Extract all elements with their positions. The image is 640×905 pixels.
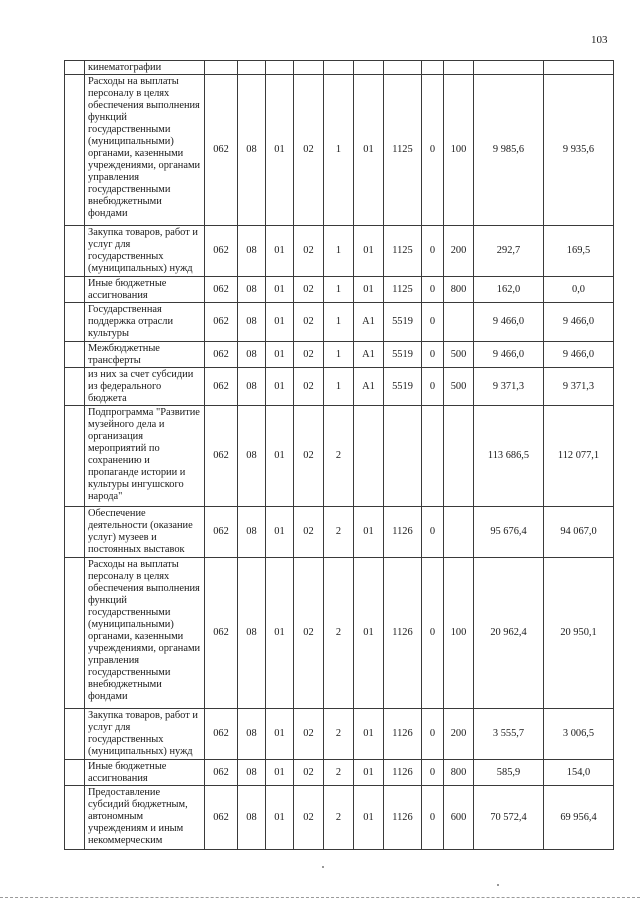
- direction-code: [384, 406, 422, 507]
- subsection-code: 01: [266, 709, 294, 760]
- item-name: Закупка товаров, работ и услуг для государственных (муниципальных) нужд: [85, 226, 205, 277]
- index-cell: [65, 709, 85, 760]
- section-code: 08: [238, 75, 266, 226]
- sub-code: 0: [422, 226, 444, 277]
- index-cell: [65, 342, 85, 368]
- item-name: Межбюджетные трансферты: [85, 342, 205, 368]
- table-row: [65, 786, 614, 850]
- sub-code: [422, 61, 444, 75]
- amount-year-2: 20 950,1: [544, 558, 614, 709]
- direction-code: 1125: [384, 277, 422, 303]
- amount-year-1: 9 466,0: [474, 342, 544, 368]
- ministry-code: 062: [205, 558, 238, 709]
- amount-year-1: 70 572,4: [474, 786, 544, 850]
- page-number: 103: [591, 34, 608, 46]
- subsection-code: 01: [266, 226, 294, 277]
- subsection-code: 01: [266, 75, 294, 226]
- direction-code: 1126: [384, 760, 422, 786]
- item-name: Обеспечение деятельности (оказание услуг) музеев и постоянных выставок: [85, 507, 205, 558]
- index-cell: [65, 368, 85, 406]
- item-name: Закупка товаров, работ и услуг для государственных (муниципальных) нужд: [85, 709, 205, 760]
- amount-year-2: 0,0: [544, 277, 614, 303]
- ministry-code: 062: [205, 709, 238, 760]
- section-code: 08: [238, 368, 266, 406]
- subprogram-code: 2: [324, 760, 354, 786]
- index-cell: [65, 786, 85, 850]
- sub-code: 0: [422, 709, 444, 760]
- subprogram-code: [324, 61, 354, 75]
- scan-speck: [497, 884, 499, 886]
- amount-year-1: 95 676,4: [474, 507, 544, 558]
- amount-year-1: 20 962,4: [474, 558, 544, 709]
- sub-code: 0: [422, 303, 444, 342]
- amount-year-2: 9 371,3: [544, 368, 614, 406]
- amount-year-2: 3 006,5: [544, 709, 614, 760]
- event-code: A1: [354, 303, 384, 342]
- subprogram-code: 1: [324, 75, 354, 226]
- event-code: 01: [354, 226, 384, 277]
- direction-code: 1126: [384, 507, 422, 558]
- direction-code: [384, 61, 422, 75]
- subprogram-code: 1: [324, 277, 354, 303]
- subprogram-code: 2: [324, 786, 354, 850]
- subsection-code: 01: [266, 507, 294, 558]
- ministry-code: 062: [205, 226, 238, 277]
- program-code: 02: [294, 406, 324, 507]
- subsection-code: 01: [266, 558, 294, 709]
- section-code: 08: [238, 709, 266, 760]
- ministry-code: 062: [205, 760, 238, 786]
- section-code: 08: [238, 760, 266, 786]
- index-cell: [65, 760, 85, 786]
- index-cell: [65, 303, 85, 342]
- subprogram-code: 1: [324, 368, 354, 406]
- subsection-code: 01: [266, 342, 294, 368]
- expense-type-code: 800: [444, 760, 474, 786]
- index-cell: [65, 406, 85, 507]
- table-row: [65, 61, 614, 75]
- ministry-code: 062: [205, 786, 238, 850]
- ministry-code: 062: [205, 368, 238, 406]
- subprogram-code: 2: [324, 406, 354, 507]
- scan-edge-line: [0, 897, 640, 898]
- direction-code: 1125: [384, 75, 422, 226]
- section-code: 08: [238, 226, 266, 277]
- direction-code: 1125: [384, 226, 422, 277]
- scan-speck: [322, 866, 324, 868]
- ministry-code: 062: [205, 507, 238, 558]
- expense-type-code: 500: [444, 342, 474, 368]
- amount-year-2: 9 466,0: [544, 342, 614, 368]
- event-code: [354, 406, 384, 507]
- subsection-code: 01: [266, 277, 294, 303]
- table-row: [65, 277, 614, 303]
- ministry-code: 062: [205, 75, 238, 226]
- sub-code: [422, 406, 444, 507]
- event-code: 01: [354, 75, 384, 226]
- expense-type-code: [444, 507, 474, 558]
- expense-type-code: 500: [444, 368, 474, 406]
- table-row: [65, 303, 614, 342]
- budget-table: [64, 60, 614, 850]
- section-code: 08: [238, 342, 266, 368]
- subprogram-code: 1: [324, 303, 354, 342]
- amount-year-2: 112 077,1: [544, 406, 614, 507]
- table-row: [65, 709, 614, 760]
- program-code: 02: [294, 75, 324, 226]
- index-cell: [65, 507, 85, 558]
- direction-code: 1126: [384, 709, 422, 760]
- item-name: Подпрограмма "Развитие музейного дела и организация мероприятий по сохранению и пропаганде истории и культуры ингушского народа": [85, 406, 205, 507]
- subsection-code: 01: [266, 406, 294, 507]
- item-name: из них за счет субсидии из федерального бюджета: [85, 368, 205, 406]
- section-code: [238, 61, 266, 75]
- subsection-code: 01: [266, 760, 294, 786]
- event-code: 01: [354, 507, 384, 558]
- subprogram-code: 1: [324, 342, 354, 368]
- program-code: 02: [294, 507, 324, 558]
- expense-type-code: [444, 61, 474, 75]
- amount-year-2: 94 067,0: [544, 507, 614, 558]
- direction-code: 5519: [384, 368, 422, 406]
- index-cell: [65, 61, 85, 75]
- subprogram-code: 2: [324, 709, 354, 760]
- expense-type-code: [444, 406, 474, 507]
- event-code: [354, 61, 384, 75]
- amount-year-1: 113 686,5: [474, 406, 544, 507]
- item-name: Иные бюджетные ассигнования: [85, 277, 205, 303]
- section-code: 08: [238, 558, 266, 709]
- subprogram-code: 2: [324, 558, 354, 709]
- subsection-code: 01: [266, 786, 294, 850]
- index-cell: [65, 558, 85, 709]
- table-row: [65, 368, 614, 406]
- direction-code: 1126: [384, 558, 422, 709]
- program-code: 02: [294, 342, 324, 368]
- expense-type-code: 100: [444, 558, 474, 709]
- section-code: 08: [238, 277, 266, 303]
- table-row: [65, 760, 614, 786]
- event-code: A1: [354, 368, 384, 406]
- event-code: 01: [354, 709, 384, 760]
- subsection-code: [266, 61, 294, 75]
- index-cell: [65, 75, 85, 226]
- amount-year-1: 9 985,6: [474, 75, 544, 226]
- ministry-code: 062: [205, 342, 238, 368]
- program-code: 02: [294, 277, 324, 303]
- expense-type-code: [444, 303, 474, 342]
- expense-type-code: 200: [444, 709, 474, 760]
- ministry-code: 062: [205, 277, 238, 303]
- item-name: Расходы на выплаты персоналу в целях обеспечения выполнения функций государственными (муниципальными) органами, казенными учреждениями, органами управления государственными внебюджетными фондами: [85, 75, 205, 226]
- amount-year-2: 169,5: [544, 226, 614, 277]
- table-row: [65, 507, 614, 558]
- amount-year-1: 3 555,7: [474, 709, 544, 760]
- direction-code: 5519: [384, 342, 422, 368]
- section-code: 08: [238, 507, 266, 558]
- event-code: 01: [354, 760, 384, 786]
- index-cell: [65, 226, 85, 277]
- sub-code: 0: [422, 558, 444, 709]
- event-code: 01: [354, 277, 384, 303]
- amount-year-1: 9 371,3: [474, 368, 544, 406]
- ministry-code: 062: [205, 406, 238, 507]
- expense-type-code: 800: [444, 277, 474, 303]
- program-code: 02: [294, 226, 324, 277]
- sub-code: 0: [422, 786, 444, 850]
- program-code: [294, 61, 324, 75]
- expense-type-code: 600: [444, 786, 474, 850]
- direction-code: 1126: [384, 786, 422, 850]
- table-row: [65, 406, 614, 507]
- sub-code: 0: [422, 75, 444, 226]
- program-code: 02: [294, 709, 324, 760]
- ministry-code: [205, 61, 238, 75]
- event-code: A1: [354, 342, 384, 368]
- table-row: [65, 558, 614, 709]
- amount-year-2: 9 935,6: [544, 75, 614, 226]
- index-cell: [65, 277, 85, 303]
- section-code: 08: [238, 406, 266, 507]
- item-name: Государственная поддержка отрасли культуры: [85, 303, 205, 342]
- direction-code: 5519: [384, 303, 422, 342]
- amount-year-2: 9 466,0: [544, 303, 614, 342]
- amount-year-2: 154,0: [544, 760, 614, 786]
- subprogram-code: 2: [324, 507, 354, 558]
- amount-year-1: [474, 61, 544, 75]
- program-code: 02: [294, 303, 324, 342]
- program-code: 02: [294, 786, 324, 850]
- sub-code: 0: [422, 760, 444, 786]
- ministry-code: 062: [205, 303, 238, 342]
- amount-year-1: 9 466,0: [474, 303, 544, 342]
- program-code: 02: [294, 558, 324, 709]
- sub-code: 0: [422, 342, 444, 368]
- item-name: Предоставление субсидий бюджетным, автономным учреждениям и иным некоммерческим: [85, 786, 205, 850]
- item-name: кинематографии: [85, 61, 205, 75]
- item-name: Расходы на выплаты персоналу в целях обеспечения выполнения функций государственными (муниципальными) органами, казенными учреждениями, органами управления государственными внебюджетными фондами: [85, 558, 205, 709]
- expense-type-code: 200: [444, 226, 474, 277]
- amount-year-2: 69 956,4: [544, 786, 614, 850]
- table-row: [65, 342, 614, 368]
- program-code: 02: [294, 368, 324, 406]
- amount-year-1: 292,7: [474, 226, 544, 277]
- sub-code: 0: [422, 507, 444, 558]
- event-code: 01: [354, 786, 384, 850]
- section-code: 08: [238, 786, 266, 850]
- subprogram-code: 1: [324, 226, 354, 277]
- table-row: [65, 226, 614, 277]
- amount-year-1: 585,9: [474, 760, 544, 786]
- sub-code: 0: [422, 277, 444, 303]
- expense-type-code: 100: [444, 75, 474, 226]
- item-name: Иные бюджетные ассигнования: [85, 760, 205, 786]
- table-row: [65, 75, 614, 226]
- amount-year-2: [544, 61, 614, 75]
- program-code: 02: [294, 760, 324, 786]
- sub-code: 0: [422, 368, 444, 406]
- subsection-code: 01: [266, 303, 294, 342]
- section-code: 08: [238, 303, 266, 342]
- amount-year-1: 162,0: [474, 277, 544, 303]
- event-code: 01: [354, 558, 384, 709]
- subsection-code: 01: [266, 368, 294, 406]
